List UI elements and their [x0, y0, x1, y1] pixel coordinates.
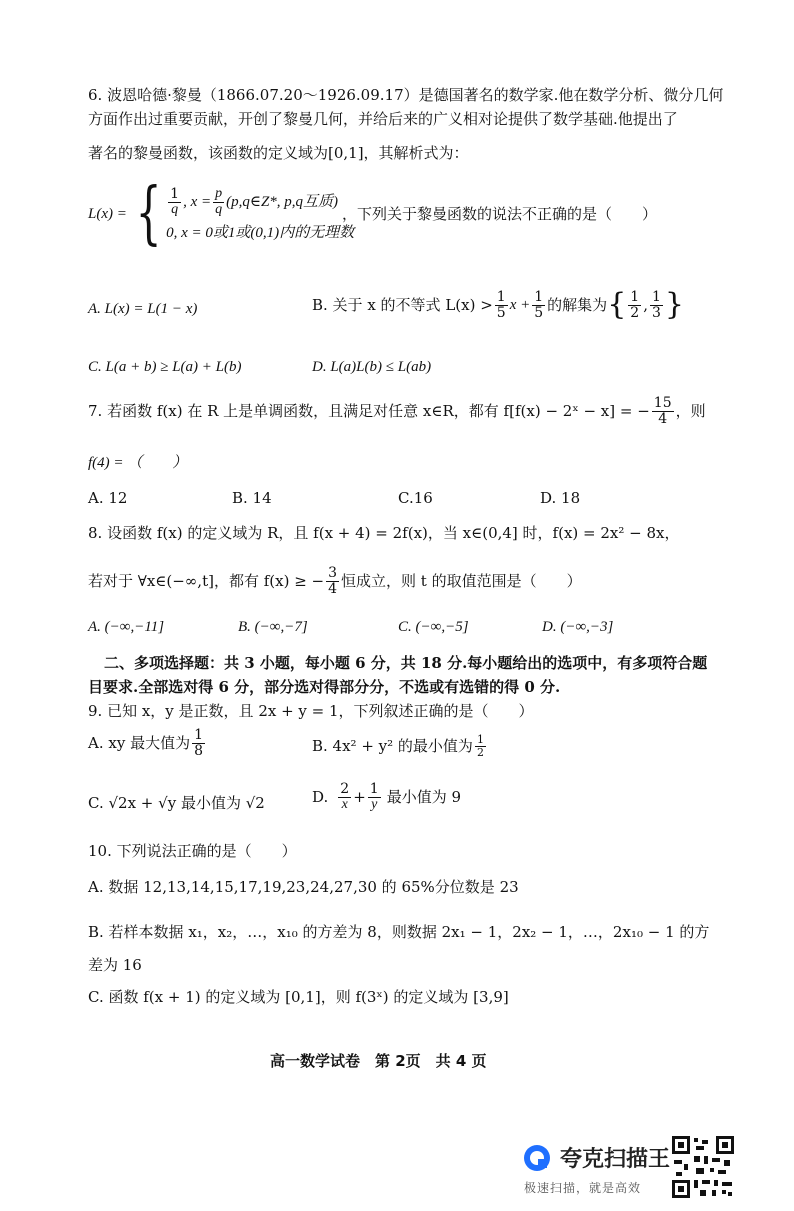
q7-option-d: D. 18 [540, 489, 581, 507]
q6-option-c: C. L(a + b) ≥ L(a) + L(b) [88, 359, 242, 375]
frac-1-2b: $\frac{1}{2}$ [476, 733, 484, 759]
q10-option-c: C. 函数 f(x + 1) 的定义域为 [0,1]，则 f(3ˣ) 的定义域为 [3,9] [88, 988, 509, 1006]
q6-line3: 著名的黎曼函数，该函数的定义域为[0,1]，其解析式为： [88, 144, 469, 162]
q8-option-c: C. (−∞,−5] [398, 619, 469, 635]
piecewise-cases [166, 187, 354, 240]
qr-code-icon [670, 1134, 736, 1200]
q7-stem: 7. 若函数 f(x) 在 R 上是单调函数，且满足对任意 x∈R，都有 f[f(x) − 2ˣ − x] = − $\frac{15}{4}$ ，则 [88, 395, 706, 427]
frac-1-8: $\frac{1}{8}$ [194, 727, 203, 759]
frac-1-over-q: $\frac{1}{q}$ [170, 186, 180, 217]
brand-name: 夸克扫描王 [560, 1147, 671, 1172]
q8-line1: 8. 设函数 f(x) 的定义域为 R，且 f(x + 4) = 2f(x)，当 x∈(0,4] 时，f(x) = 2x² − 8x， [88, 524, 680, 542]
func-lhs: L(x) = [88, 205, 127, 222]
frac-p-over-q: $\frac{p}{q}$ [215, 186, 223, 217]
case-2: 0, x = 0或1或(0,1)内的无理数 [166, 224, 355, 241]
q10-option-a: A. 数据 12,13,14,15,17,19,23,24,27,30 的 65%分位数是 23 [88, 878, 519, 896]
q7-option-a: A. 12 [88, 489, 128, 507]
brand-tagline: 极速扫描，就是高效 [524, 1181, 642, 1195]
q6-line2: 方面作出过重要贡献，开创了黎曼几何，并给后来的广义相对论提供了数学基础.他提出了 [88, 110, 678, 128]
q9-option-a: A. xy 最大值为 $\frac{1}{8}$ [88, 727, 203, 759]
q8-line2: 若对于 ∀x∈(−∞,t]，都有 f(x) ≥ − $\frac{3}{4}$ 恒成立，则 t 的取值范围是（ ） [88, 565, 582, 597]
frac-1-3: $\frac{1}{3}$ [651, 289, 661, 321]
frac-3-4: $\frac{3}{4}$ [328, 565, 338, 597]
case-1: $\frac{1}{q}$ , x = $\frac{p}{q}$ (p,q∈Z*, p,q互质) [170, 186, 339, 217]
q6-option-d: D. L(a)L(b) ≤ L(ab) [312, 359, 432, 375]
quark-logo-icon [522, 1143, 552, 1173]
riemann-function-definition [88, 174, 355, 253]
section2-heading-line2: 目要求.全部选对得 6 分，部分选对得部分分，不选或有选错的得 0 分. [88, 678, 561, 696]
frac-1-5b: $\frac{1}{5}$ [534, 289, 544, 321]
q10-option-b-line1: B. 若样本数据 x₁，x₂，…，x₁₀ 的方差为 8，则数据 2x₁ − 1，2x₂ − 1，…，2x₁₀ − 1 的方 [88, 923, 710, 941]
q9-option-c: C. √2x + √y 最小值为 √2 [88, 794, 265, 812]
q7-line2: f(4) = （ ） [88, 455, 188, 471]
page-footer: 高一数学试卷 第 2页 共 4 页 [270, 1052, 487, 1070]
frac-15-4: $\frac{15}{4}$ [653, 395, 672, 427]
frac-1-y: $\frac{1}{y}$ [369, 781, 379, 812]
frac-1-5a: $\frac{1}{5}$ [496, 289, 506, 321]
q9-option-b: B. 4x² + y² 的最小值为 $\frac{1}{2}$ [312, 733, 484, 759]
q6-option-a: A. L(x) = L(1 − x) [88, 301, 198, 317]
q9-stem: 9. 已知 x，y 是正数，且 2x + y = 1，下列叙述正确的是（ ） [88, 702, 534, 720]
q10-stem: 10. 下列说法正确的是（ ） [88, 842, 297, 860]
scanner-watermark [522, 1142, 670, 1173]
frac-2-x: $\frac{2}{x}$ [340, 781, 350, 812]
q6-tail: ，下列关于黎曼函数的说法不正确的是（ ） [342, 205, 658, 223]
q8-option-d: D. (−∞,−3] [542, 619, 614, 635]
section2-heading-line1: 二、多项选择题：共 3 小题，每小题 6 分，共 18 分.每小题给出的选项中，有多项符合题 [104, 654, 708, 672]
q10-option-b-line2: 差为 16 [88, 956, 142, 974]
q7-option-b: B. 14 [232, 489, 272, 507]
q7-option-c: C.16 [398, 489, 433, 507]
q8-option-b: B. (−∞,−7] [238, 619, 308, 635]
piecewise-brace: { [135, 174, 162, 253]
q8-option-a: A. (−∞,−11] [88, 619, 165, 635]
frac-1-2: $\frac{1}{2}$ [630, 289, 640, 321]
q9-option-d: D. $\frac{2}{x}$ + $\frac{1}{y}$ 最小值为 9 [312, 781, 461, 812]
q6-option-b: B. 关于 x 的不等式 L(x) > $\frac{1}{5}$ x + $\frac{1}{5}$ 的解集为 { $\frac{1}{2}$ , $\frac{1}{3}$ } [312, 287, 684, 323]
q6-line1: 6. 波恩哈德·黎曼（1866.07.20～1926.09.17）是德国著名的数学家.他在数学分析、微分几何 [88, 86, 724, 104]
